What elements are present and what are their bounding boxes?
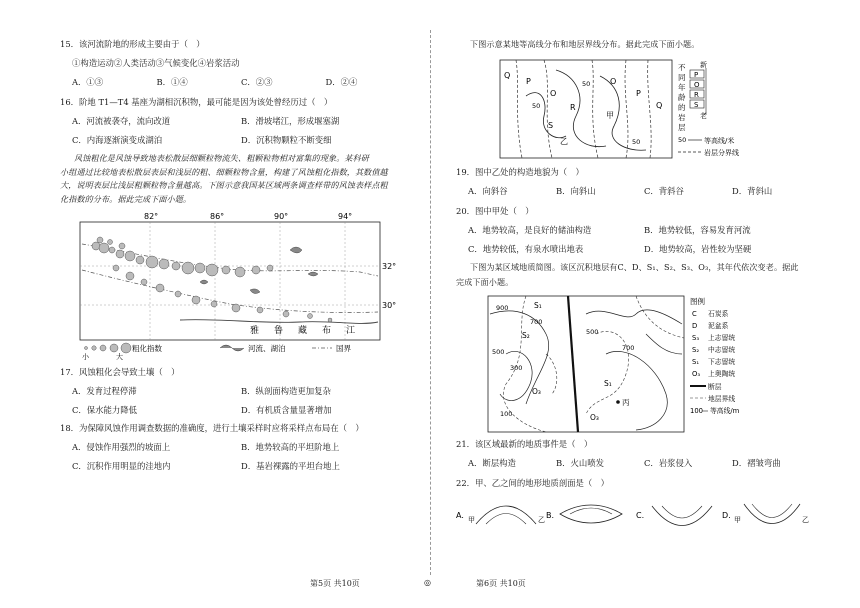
geology-map-figure (486, 294, 756, 436)
q18-option-d[interactable]: D．基岩裸露的平坦台地上 (241, 461, 340, 471)
wind-erosion-map (60, 210, 400, 360)
q20-option-d[interactable]: D．地势较高，岩性较为坚硬 (644, 243, 752, 254)
fig1-letter-p: P (526, 76, 531, 86)
q16-option-a[interactable]: A．河流被袭夺，流向改道 (72, 116, 171, 126)
q15-items: ①构造运动②人类活动③气候变化④岩浆活动 (72, 58, 240, 68)
q17-options (72, 385, 410, 417)
q18-option-c[interactable]: C．沉积作用明显的洼地内 (72, 461, 171, 471)
q20-option-b[interactable]: B．地势较低，容易发育河流 (644, 224, 751, 235)
lon-94: 94° (338, 212, 353, 221)
svg-text:S: S (694, 100, 699, 109)
q18-option-b[interactable]: B．地势较高的平坦阶地上 (241, 442, 340, 452)
fig1-yi: 乙 (560, 136, 568, 146)
q19-stem: 19．图中乙处的构造地貌为（ ） (456, 166, 584, 177)
svg-text:上志留统: 上志留统 (708, 333, 736, 342)
fig2-contour-900: 900 (496, 303, 509, 312)
fig1-letter-q: Q (504, 70, 511, 80)
fig2-contour-700: 700 (530, 317, 543, 326)
q16-option-b[interactable]: B．滑坡堵江，形成堰塞湖 (241, 116, 340, 126)
q22-option-a[interactable] (456, 506, 545, 524)
q22-profiles (456, 496, 816, 536)
svg-text:乙: 乙 (802, 515, 809, 524)
svg-text:O₃: O₃ (692, 369, 701, 378)
q17-option-d[interactable]: D．有机质含量显著增加 (241, 405, 332, 415)
svg-text:上奥陶统: 上奥陶统 (708, 369, 736, 378)
svg-text:R: R (694, 90, 699, 99)
q16-option-c[interactable]: C．内海逐渐演变成湖泊 (72, 135, 163, 145)
q20-options (468, 224, 820, 256)
q19-option-b[interactable]: B．向斜山 (556, 185, 596, 196)
q15-option-b[interactable]: B．①④ (156, 77, 188, 87)
q15-option-d[interactable]: D．②④ (325, 77, 358, 87)
fig1-contour-2: 50 (582, 79, 591, 88)
fig2-contour-100: 100 (500, 409, 513, 418)
fig2-contour-500b: 500 (586, 327, 599, 336)
q16-stem: 16．阶地 T1—T4 基座为湖相沉积物，最可能是因为该处曾经历过（ ） (60, 97, 333, 107)
svg-text:乙: 乙 (538, 515, 545, 524)
svg-text:断层: 断层 (708, 382, 722, 391)
svg-text:S₂: S₂ (692, 345, 700, 354)
q21-stem: 21．该区域最新的地质事件是（ ） (456, 438, 593, 449)
q22-stem: 22．甲、乙之间的地形地质剖面是（ ） (456, 477, 610, 488)
svg-text:O: O (694, 80, 700, 89)
svg-text:同: 同 (678, 72, 686, 82)
svg-text:S₃: S₃ (692, 333, 700, 342)
fig2-label-o3a: O₃ (532, 386, 541, 396)
q18-stem: 18．为保障风蚀作用调查数据的准确度，进行土壤采样时应将采样点布局在（ ） (60, 423, 364, 433)
river-char-3: 藏 (298, 326, 308, 336)
svg-text:甲: 甲 (468, 515, 475, 524)
svg-text:龄: 龄 (678, 92, 686, 102)
q20-option-c[interactable]: C．地势较低，有泉水喷出地表 (468, 243, 584, 254)
q21-option-b[interactable]: B．火山喷发 (556, 457, 605, 468)
fig2-contour-300: 300 (510, 363, 523, 372)
map-legend (82, 343, 351, 360)
svg-text:S₁: S₁ (692, 357, 700, 366)
q21-option-d[interactable]: D．褶皱弯曲 (732, 457, 781, 468)
lon-86: 86° (210, 212, 225, 221)
legend-small: 小 (82, 353, 89, 360)
fig1-contour-1: 50 (532, 101, 541, 110)
q21-option-c[interactable]: C．岩浆侵入 (644, 457, 693, 468)
fig1-legend-50: 50 (678, 135, 687, 144)
q22-option-c[interactable] (636, 506, 712, 526)
fig1-letter-r: R (570, 102, 576, 112)
passage-line-4: 化指数的分布。据此完成下面小题。 (60, 193, 192, 204)
page-6 (430, 0, 860, 608)
q20-stem: 20．图中甲处（ ） (456, 205, 534, 216)
svg-text:年: 年 (678, 82, 686, 92)
fig1-letter-o: O (550, 88, 557, 98)
q22-option-b[interactable] (546, 505, 622, 523)
q19-option-a[interactable]: A．向斜谷 (468, 185, 508, 196)
q20-option-a[interactable]: A．地势较高，是良好的储油构造 (468, 224, 592, 235)
q16-options (72, 115, 410, 147)
q19-option-d[interactable]: D．背斜山 (732, 185, 773, 196)
lon-90: 90° (274, 212, 289, 221)
fig1-side-label (678, 63, 686, 132)
svg-text:甲: 甲 (734, 515, 741, 524)
svg-text:100: 100 (690, 406, 703, 415)
svg-text:的: 的 (678, 102, 686, 112)
svg-text:D.: D. (722, 510, 731, 520)
footer-page-5: 第5页 共10页 (310, 579, 360, 588)
fig2-contour-700b: 700 (622, 343, 635, 352)
passage-line-3: 大，说明表层比浅层粗颗粒物含量越高。下图示意我国某区域两条调查样带的风蚀表样点粗 (60, 180, 388, 190)
svg-text:层: 层 (678, 122, 686, 132)
q17-option-a[interactable]: A．发育过程停滞 (72, 386, 137, 396)
q18-option-a[interactable]: A．侵蚀作用强烈的坡面上 (72, 442, 171, 452)
q17-option-b[interactable]: B．纵剖面构造更加复杂 (241, 386, 331, 396)
legend-lake-label: 河流、湖泊 (248, 344, 286, 353)
fig1-strata-legend (690, 60, 707, 120)
svg-text:不: 不 (678, 62, 686, 72)
river-char-2: 鲁 (274, 326, 284, 336)
binding-mark: ◎ (424, 578, 431, 587)
svg-text:地层界线: 地层界线 (708, 394, 736, 403)
fig1-letter-o2: O (610, 76, 617, 86)
q15-option-a[interactable]: A．①③ (72, 77, 104, 87)
river-char-5: 江 (346, 326, 356, 336)
q19-option-c[interactable]: C．背斜谷 (644, 185, 684, 196)
svg-text:下志留统: 下志留统 (708, 357, 736, 366)
intro-2-line-1: 下图为某区域地质简图。该区沉积地层有C、D、S₁、S₂、S₃、O₃，其年代依次变老。据此 (470, 261, 799, 272)
svg-text:石炭系: 石炭系 (708, 309, 729, 318)
svg-text:新: 新 (700, 60, 707, 69)
legend-index-label: 粗化指数 (132, 344, 162, 353)
fig1-letter-p2: P (636, 88, 641, 98)
svg-text:P: P (694, 70, 699, 79)
contour-strata-figure (496, 56, 756, 162)
passage-line-2: 小组通过比较地表松散层表层和浅层的粗、细颗粒物含量，构建了风蚀粗化指数，其数值越 (60, 166, 388, 177)
fig1-legend-boundary: 岩层分界线 (704, 148, 739, 157)
lon-82: 82° (144, 212, 159, 221)
q16-option-d[interactable]: D．沉积物颗粒不断变细 (241, 135, 332, 145)
legend-border-label: 国界 (336, 344, 351, 353)
fig2-contour-500a: 500 (492, 347, 505, 356)
intro-1: 下图示意某地等高线分布和地层界线分布。据此完成下面小题。 (470, 39, 700, 49)
fig1-letter-q2: Q (656, 100, 663, 110)
svg-text:C: C (692, 309, 697, 318)
svg-text:A.: A. (456, 510, 464, 520)
footer-page-6: 第6页 共10页 (476, 579, 526, 588)
fig2-label-o3b: O₃ (590, 412, 599, 422)
fig1-legend-contour: 等高线/米 (704, 136, 735, 145)
fig2-label-s2: S₂ (522, 330, 530, 340)
svg-text:老: 老 (700, 111, 707, 120)
svg-text:C.: C. (636, 510, 645, 520)
fig1-letter-s: S (548, 120, 554, 130)
svg-text:岩: 岩 (678, 112, 686, 122)
q17-stem: 17．风蚀粗化会导致土壤（ ） (60, 367, 180, 377)
fig2-legend (690, 309, 740, 415)
intro-2-line-2: 完成下面小题。 (456, 277, 514, 287)
q15-stem: 15．该河流阶地的形成主要由于（ ） (60, 39, 205, 49)
q21-option-a[interactable]: A．断层构造 (468, 457, 516, 468)
fig2-label-bing: 丙 (622, 397, 630, 407)
q22-option-d[interactable] (722, 504, 809, 524)
svg-text:泥盆系: 泥盆系 (708, 321, 729, 330)
fig2-legend-title: 图例 (690, 296, 705, 306)
fig1-jia: 甲 (606, 110, 614, 120)
fig2-label-s1b: S₁ (604, 378, 612, 388)
q21-options (468, 457, 820, 470)
q17-option-c[interactable]: C．保水能力降低 (72, 405, 138, 415)
fig2-label-s1a: S₁ (534, 300, 542, 310)
lat-32: 32° (382, 262, 397, 271)
legend-large: 大 (116, 353, 123, 360)
svg-text:等高线/m: 等高线/m (710, 406, 740, 415)
q18-options (72, 441, 410, 473)
svg-text:D: D (692, 321, 698, 330)
svg-text:中志留统: 中志留统 (708, 345, 736, 354)
svg-text:B.: B. (546, 510, 555, 520)
q15-options (72, 76, 410, 89)
fig1-contour-3: 50 (632, 137, 641, 146)
q15-option-c[interactable]: C．②③ (241, 77, 273, 87)
river-char-1: 雅 (250, 326, 260, 336)
lat-30: 30° (382, 301, 397, 310)
passage-line-1: 风蚀粗化是风蚀导致地表松散层细颗粒物流失、粗颗粒物相对富集的现象。某科研 (74, 153, 369, 163)
river-char-4: 布 (322, 326, 332, 336)
q19-options (468, 185, 820, 198)
